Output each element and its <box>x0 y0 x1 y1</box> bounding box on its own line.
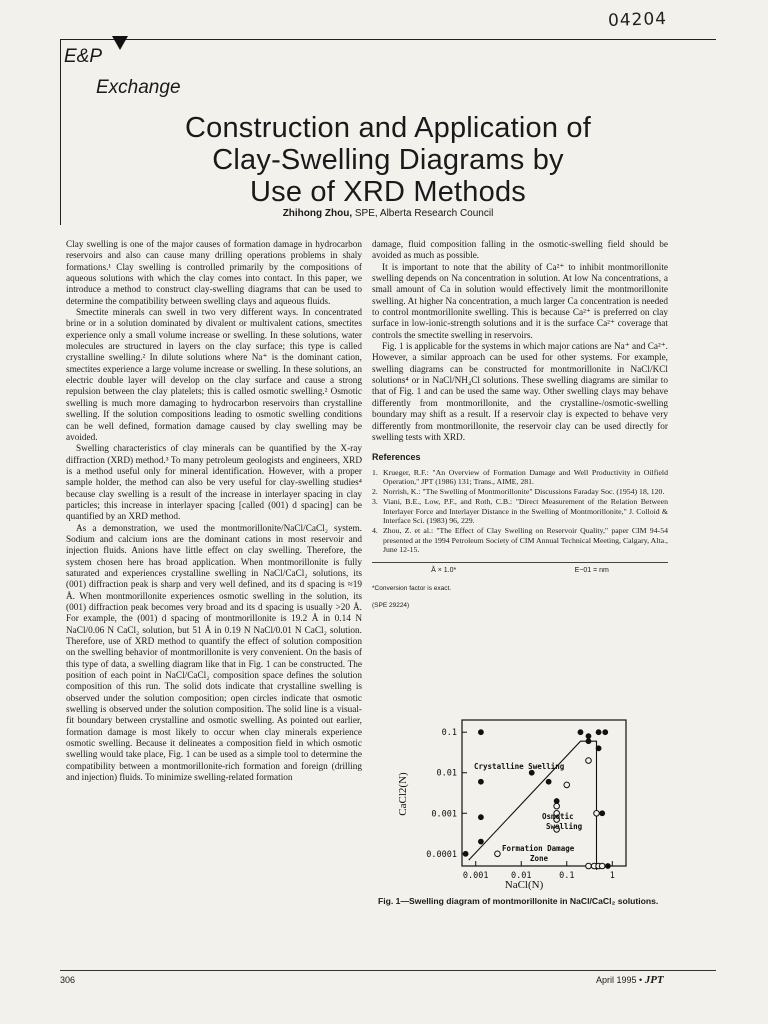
paragraph: Smectite minerals can swell in two very different ways. In concentrated brine or in a solution dominated by divalent or multivalent cations, smectites experience only a small volume increase or swelling. In these solutions, water molecules are structured in layers on the clay surface; this type is called crystalline swelling.² In dilute solutions where Na⁺ is the dominant cation, smectites experience a large volume increase or swelling. In these solutions, an electric double layer will develop on the clay surface and cause a strong repulsion between the clay platelets; this is called osmotic swelling.² Osmotic swelling is much more damaging to hydrocarbon reservoirs than crystalline swelling. If the solution compositions leading to osmotic swelling conditions can be well defined, formation damage caused by clay swelling may be avoided. <box>66 308 362 443</box>
title-line-3: Use of XRD Methods <box>250 176 526 208</box>
crystalline-point <box>586 739 591 744</box>
osmotic-point <box>495 851 501 857</box>
section-label-ep: E&P <box>64 46 103 67</box>
body-column-1 <box>66 240 362 785</box>
paragraph: Fig. 1 is applicable for the systems in which major cations are Na⁺ and Ca²⁺. However, a similar approach can be used for other systems. For example, swelling diagrams can be constructed for montmorillonite in NaCl/KCl solutions⁴ or in NaCl/NH₄Cl solutions. These swelling diagrams are similar to that of Fig. 1 and can be used the same way. Other swelling clays may behave differently from montmorillonite, and the crystalline-/osmotic-swelling boundary may shift as a result. If a reservoir clay is expected to behave very differently from montmorillonite, the reservoir clay can be used directly for swelling tests with XRD. <box>372 342 668 443</box>
conversion-note: *Conversion factor is exact. <box>372 584 452 592</box>
reference-item <box>372 487 668 496</box>
crystalline-point <box>478 839 483 844</box>
crystalline-point <box>586 734 591 739</box>
reference-number: 1. <box>372 467 378 477</box>
title-line-1: Construction and Application of <box>184 112 591 144</box>
crystalline-point <box>529 770 534 775</box>
author-name: Zhihong Zhou, <box>282 208 353 219</box>
reference-text: Zhou, Z. et al.: "The Effect of Clay Swelling on Reservoir Quality," paper CIM 94-54 presented at the 1994 Petroleum Society of CIM Annual Technical Meeting, Calgary, Alta., June 12-15. <box>383 526 668 554</box>
journal-issue <box>596 974 664 986</box>
label-crystalline-swelling: Crystalline Swelling <box>474 762 565 771</box>
crystalline-point <box>463 851 468 856</box>
x-tick-label: 1 <box>609 871 615 881</box>
reference-text: Krueger, R.F.: "An Overview of Formation Damage and Well Productivity in Oilfield Operation," JPT (1986) 131; Trans., AIME, 281. <box>383 467 668 486</box>
x-tick-label: 0.1 <box>559 871 575 881</box>
handwritten-annotation: 04204 <box>607 8 668 32</box>
conversion-row <box>372 565 668 576</box>
issue-date: April 1995 • <box>596 975 643 985</box>
crystalline-point <box>596 730 601 735</box>
paragraph: Clay swelling is one of the major causes of formation damage in hydrocarbon reservoirs and also can cause many drilling operations problems in shaly formations.¹ Clay swelling is controlled primarily by the compositions of aqueous solutions with which the clay comes into contact. In this paper, we introduce a method to construct clay-swelling diagrams that can be used to determine the compatibility between swelling clays and aqueous fluids. <box>66 240 362 307</box>
page-number: 306 <box>60 975 76 985</box>
crystalline-point <box>605 864 610 869</box>
reference-item <box>372 468 668 487</box>
x-tick-label: 0.001 <box>462 871 489 881</box>
conversion-right: E−01 = nm <box>574 567 609 575</box>
section-label-exchange: Exchange <box>96 77 181 98</box>
reference-list <box>372 468 668 555</box>
crystalline-point <box>546 779 551 784</box>
osmotic-point <box>554 803 560 809</box>
reference-item <box>372 497 668 525</box>
body-column-2 <box>372 240 668 611</box>
swelling-diagram-chart <box>392 706 650 896</box>
y-tick-label: 0.001 <box>431 809 457 820</box>
reference-text: Norrish, K.: "The Swelling of Montmorillonite" Discussions Faraday Soc. (1954) 18, 120. <box>383 487 665 497</box>
y-axis-label: CaCl2(N) <box>397 772 409 816</box>
x-tick-label: 0.01 <box>510 871 532 881</box>
references-heading: References <box>372 452 421 463</box>
crystalline-point <box>578 730 583 735</box>
paragraph: As a demonstration, we used the montmorillonite/NaCl/CaCl₂ system. Sodium and calcium ions are the dominant cations in most reservoir and injection fluids. Anions have little effect on clay swelling. Therefore, the system chosen here has broad application. When montmorillonite is fully saturated and experiences crystalline swelling in NaCl/CaCl₂ solutions, its (001) diffraction peak is sharp and very well defined, and its d spacing is ≈19 Å. When montmorillonite experiences osmotic swelling in the solution, its (001) diffraction peak becomes very broad and its d spacing is usually >20 Å. For example, the (001) d spacing of montmorillonite is 19.2 Å in 0.14 N NaCl/0.06 N CaCl₂ solution, but 51 Å in 0.19 N NaCl/0.01 N CaCl₂ solution. Therefore, use of XRD method to quantify the effect of solution composition on the swelling behavior of montmorillonite is very convenient. On the basis of this type of data, a swelling diagram like that in Fig. 1 can be constructed. The position of each point in NaCl/CaCl₂ composition space defines the solution composition of this run. The solid dots indicate that crystalline swelling is observed under the solution composition; open circles indicate that osmotic swelling is observed under the solution composition. The solid line is a visual-fit boundary between crystalline and osmotic swelling. As pointed out earlier, formation damage is most likely to occur when clay minerals experience osmotic swelling. Because it delineates a composition field in which osmotic swelling would take place, Fig. 1 can be used as a simple tool to determine the compatibility between a montmorillonite-rich formation and foreign (drilling and injection) fluids. To minimize swelling-related formation <box>66 523 362 784</box>
crystalline-point <box>600 811 605 816</box>
crystalline-point <box>478 779 483 784</box>
crystalline-point <box>554 799 559 804</box>
osmotic-point <box>599 863 605 869</box>
paragraph: Swelling characteristics of clay minerals can be quantified by the X-ray diffraction (XRD) method.³ To many petroleum geologists and engineers, XRD is a method useful only for mineral identification. However, with a proper sample holder, the method can also be very useful for clay-swelling studies⁴ because clay swelling is a result of the increase in interlayer spacing in clay particles; this increase in interlayer spacing [called (001) d spacing] can be quantified by an XRD method. <box>66 444 362 523</box>
title-line-2: Clay-Swelling Diagrams by <box>212 144 564 176</box>
conversion-left: Å × 1.0* <box>431 567 457 575</box>
label-swelling: Swelling <box>546 822 583 831</box>
osmotic-point <box>564 782 570 788</box>
conversion-rule <box>372 562 668 563</box>
figure-caption: Fig. 1—Swelling diagram of montmorillonite in NaCl/CaCl₂ solutions. <box>378 896 659 906</box>
label-osmotic: Osmotic <box>542 812 574 821</box>
crystalline-point <box>478 730 483 735</box>
osmotic-point <box>586 758 592 764</box>
label-formation-damage: Formation Damage <box>502 844 575 853</box>
header-rule <box>60 39 716 40</box>
y-tick-label: 0.0001 <box>426 849 457 860</box>
label-zone: Zone <box>530 854 549 863</box>
footer-rule <box>60 970 716 971</box>
reference-number: 3. <box>372 497 378 507</box>
reference-item <box>372 526 668 554</box>
reference-text: Viani, B.E., Low, P.F., and Roth, C.B.: "Direct Measurement of the Relation Between Interlayer Force and Interlayer Distance in the Swelling of Montmorillonite," J. Colloid & Interface Sci. (1983) 96, 229. <box>383 497 668 526</box>
osmotic-point <box>594 810 600 816</box>
spe-number: (SPE 29224) <box>372 601 410 609</box>
section-triangle-icon <box>112 36 128 50</box>
paragraph: damage, fluid composition falling in the osmotic-swelling field should be avoided as much as possible. <box>372 240 668 262</box>
journal-name: JPT <box>644 974 664 986</box>
y-tick-label: 0.01 <box>436 768 457 779</box>
osmotic-point <box>586 863 592 869</box>
paragraph: It is important to note that the ability of Ca²⁺ to inhibit montmorillonite swelling depends on Na concentration in solution. At low Na concentrations, a small amount of Ca in solution would effectively limit the montmorillonite swelling. At higher Na concentration, a much larger Ca concentration is needed to control montmorillonite swelling. This is because Ca²⁺ is preferred on clay surface in low-ionic-strength solutions and it is the surface Ca²⁺ coverage that controls the smectite swelling in reservoirs. <box>372 262 668 341</box>
crystalline-point <box>596 746 601 751</box>
article-title <box>60 112 716 208</box>
crystalline-point <box>603 730 608 735</box>
author-affiliation: SPE, Alberta Research Council <box>354 208 494 219</box>
y-tick-label: 0.1 <box>441 728 457 739</box>
crystalline-point <box>478 815 483 820</box>
reference-number: 2. <box>372 487 378 497</box>
byline <box>60 208 716 219</box>
reference-number: 4. <box>372 526 378 536</box>
x-axis-label: NaCl(N) <box>504 879 544 891</box>
